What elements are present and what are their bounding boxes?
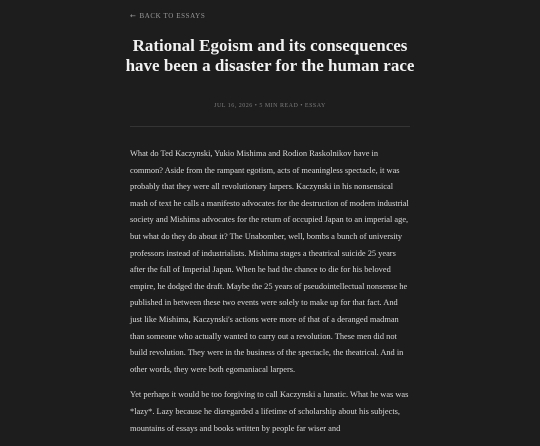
arrow-left-icon: ← [130, 12, 137, 20]
article-meta: JUL 16, 2026 • 5 MIN READ • ESSAY [214, 103, 326, 109]
article-body [130, 146, 410, 446]
back-link-label: BACK TO ESSAYS [139, 12, 206, 20]
article-paragraph: What do Ted Kaczynski, Yukio Mishima and Rodion Raskolnikov have in common? Aside from the rampant egotism, acts of meaningless spectacle, it was probably that they were all revolutionary larpers. Kaczynski in his nonsensical mash of text he calls a manifesto advocates for the destruction of modern industrial society and Mishima advocates for the return of occupied Japan to an imperial age, but what do they do about it? The Unabomber, well, bombs a bunch of university professors instead of industrialists. Mishima stages a theatrical suicide 25 years after the fall of Imperial Japan. When he had the chance to die for his beloved empire, he dodged the draft. Maybe the 25 years of pseudointellectual nonsense he published in between these two events were solely to make up for that fact. And just like Mishima, Kaczynski's actions were more of that of a deranged madman than someone who actually wanted to carry out a revolution. These men did not build revolution. They were in the business of the spectacle, the theatrical. And in other words, they were both egomaniacal larpers. [130, 149, 409, 374]
article-paragraph: Yet perhaps it would be too forgiving to call Kaczynski a lunatic. What he was was *lazy*. Lazy because he disregarded a lifetime of scholarship about his subjects, mountains of essays and books written by people far wiser and [130, 390, 409, 433]
header-divider [130, 126, 410, 127]
article-title: Rational Egoism and its consequences have been a disaster for the human race [125, 36, 415, 75]
back-to-essays-link[interactable] [130, 12, 205, 20]
